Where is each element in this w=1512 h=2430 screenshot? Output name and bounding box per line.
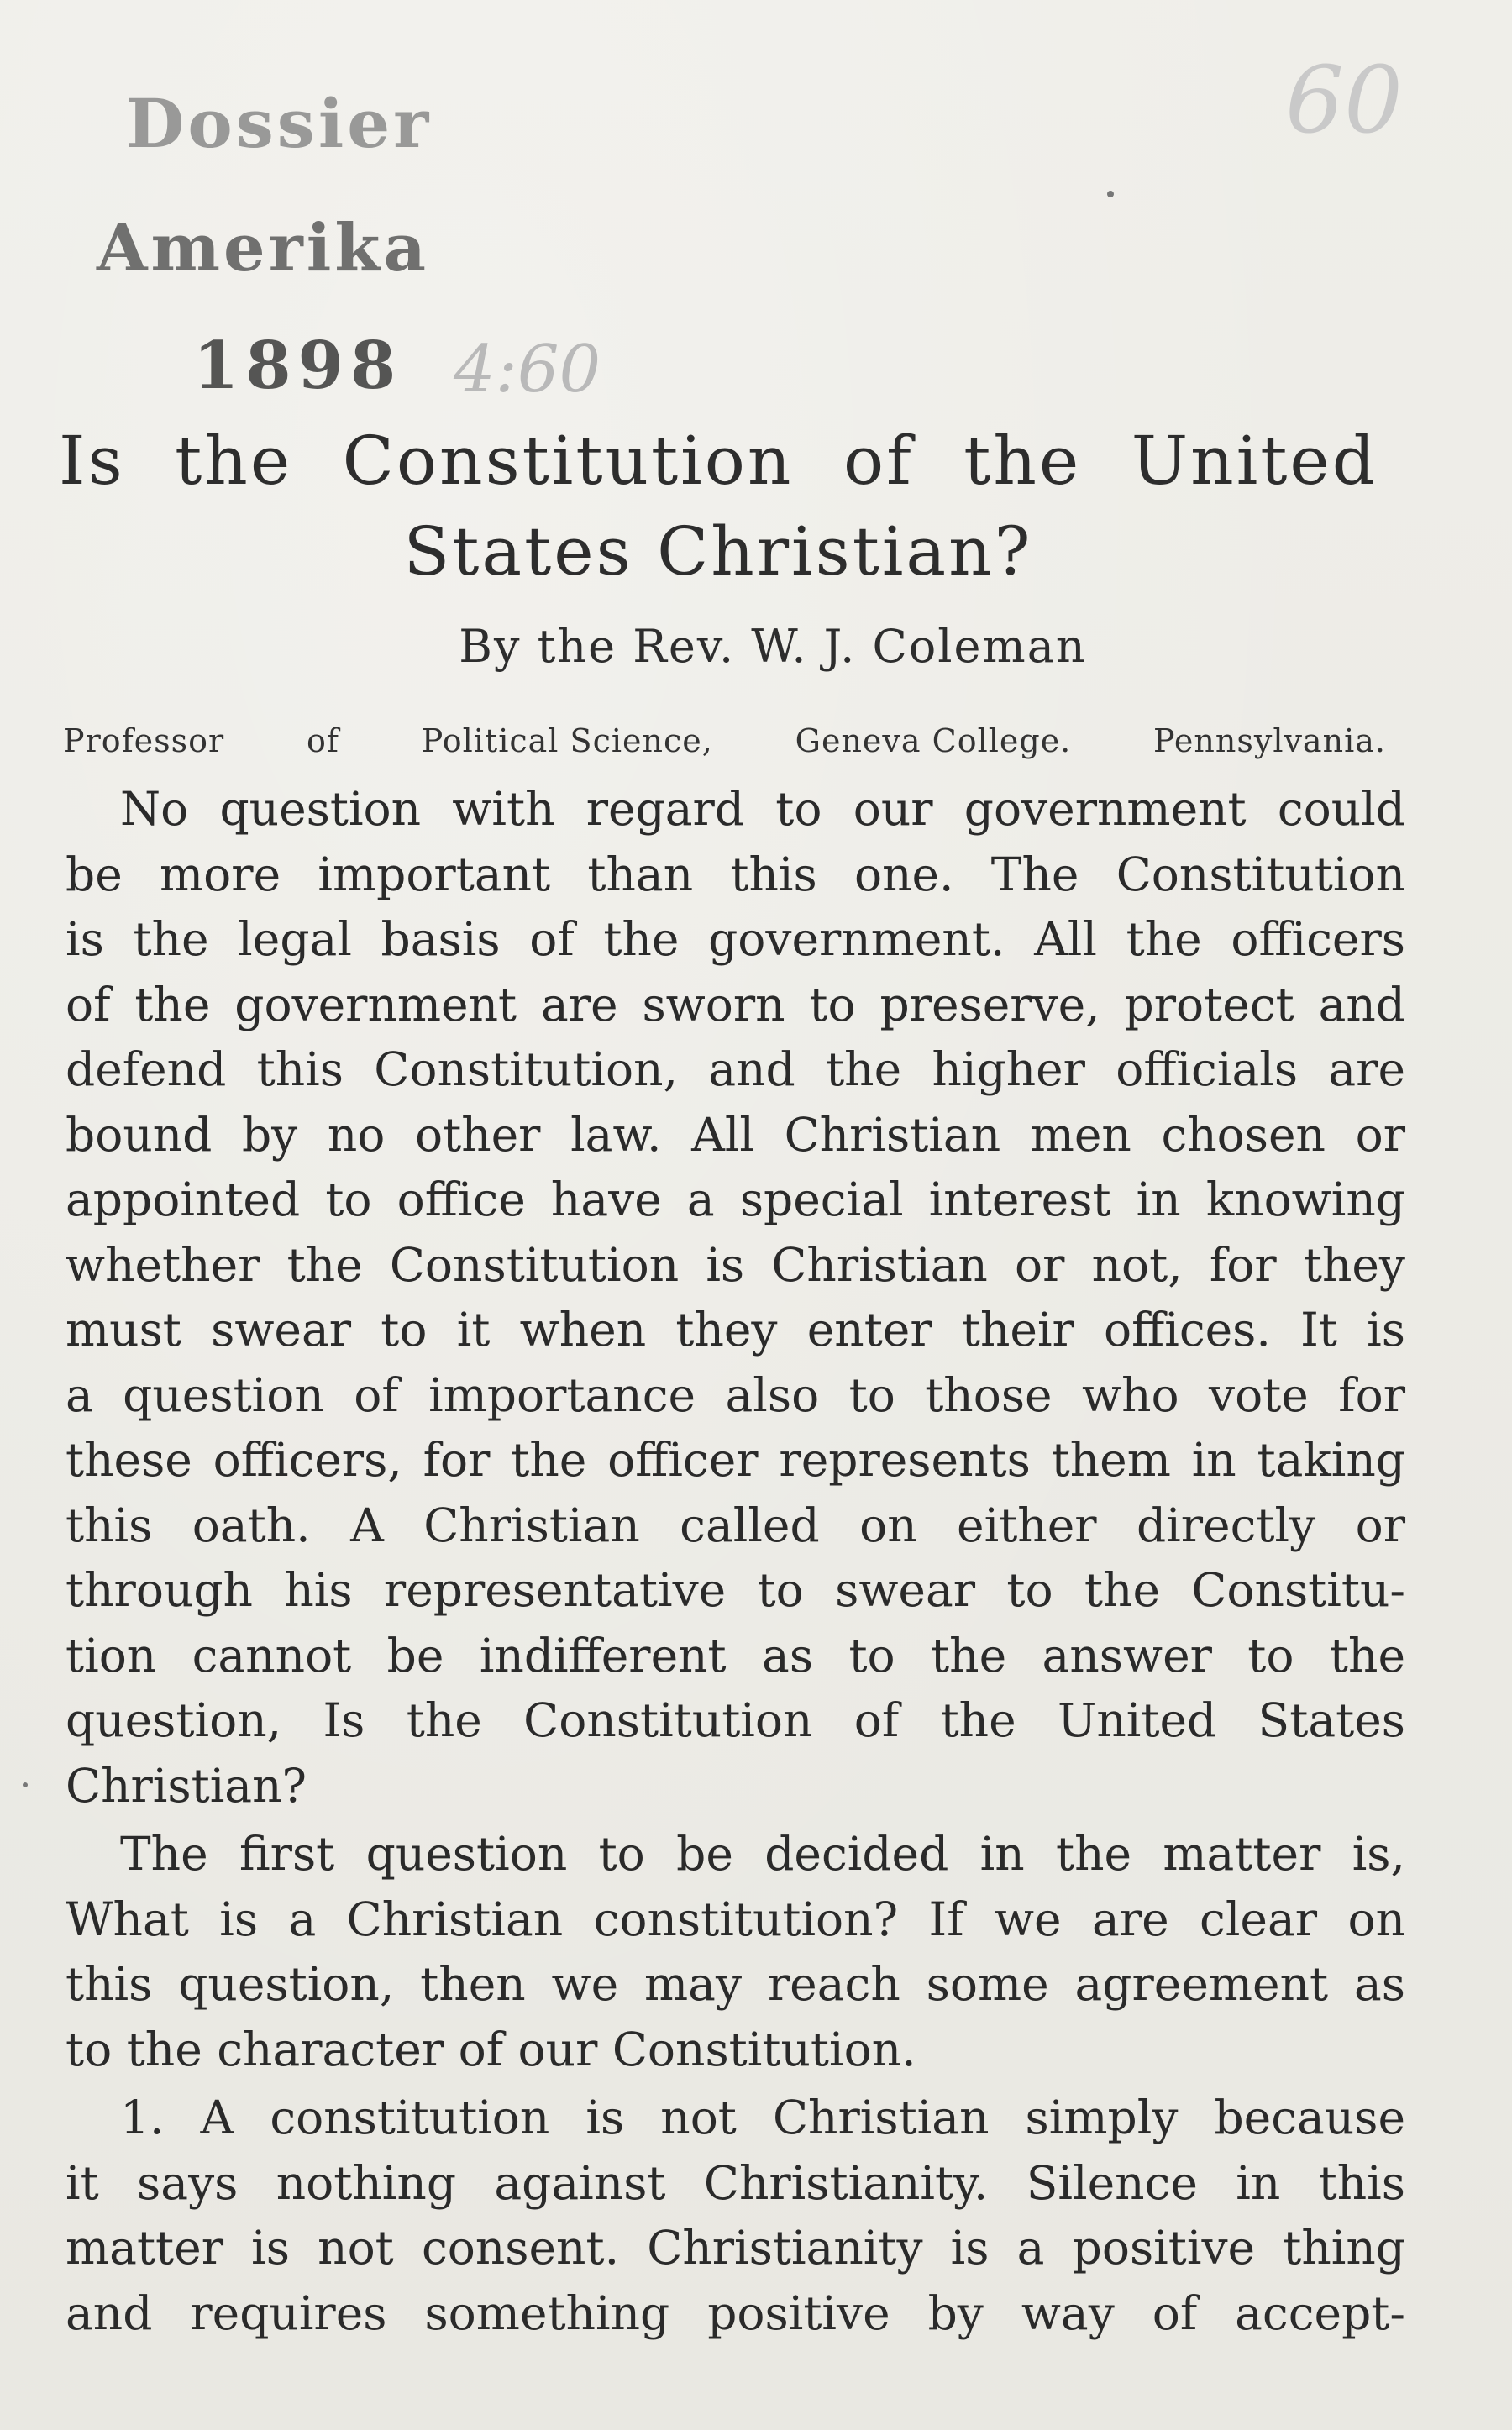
affiliation-part: Pennsylvania. (1153, 722, 1386, 759)
text-line: it says nothing against Christianity. Silence in this (66, 2155, 1405, 2210)
title-word: the (963, 422, 1082, 500)
title-word: United (1131, 422, 1378, 500)
affiliation-part: Political Science, (421, 722, 713, 759)
text-line: defend this Constitution, and the higher officials are (66, 1042, 1405, 1096)
paragraph (66, 2086, 1405, 2346)
text-line: What is a Christian constitution? If we are clear on (66, 1892, 1405, 1946)
text-line: a question of importance also to those who vote for (66, 1367, 1405, 1422)
text-line: appointed to office have a special interest in knowing (66, 1173, 1405, 1226)
text-line: and requires something positive by way of accept- (66, 2286, 1405, 2340)
title-line-1 (59, 416, 1378, 506)
handwritten-reference: 4:60 (454, 332, 601, 407)
text-line: whether the Constitution is Christian or not, for they (66, 1237, 1405, 1292)
handwritten-page-number: 60 (1285, 46, 1403, 154)
text-line: bound by no other law. All Christian men chosen or (66, 1107, 1405, 1162)
text-line: must swear to it when they enter their offices. It is (66, 1303, 1405, 1357)
archive-stamp-line1: Dossier (126, 84, 433, 163)
title-word: the (175, 422, 293, 500)
text-line: Christian? (66, 1758, 307, 1813)
text-line: 1. A constitution is not Christian simply because (120, 2091, 1405, 2144)
archive-stamp-line2: Amerika (97, 210, 429, 286)
text-line: The first question to be decided in the matter is, (120, 1827, 1405, 1881)
affiliation-part: Professor (63, 722, 225, 759)
ink-speck (23, 1782, 28, 1787)
text-line: this question, then we may reach some agreement as (66, 1957, 1405, 2011)
text-line: question, Is the Constitution of the United States (66, 1693, 1405, 1747)
text-line: this oath. A Christian called on either directly or (66, 1498, 1405, 1552)
title-line-2: States Christian? (403, 512, 1033, 590)
text-line: through his representative to swear to the Constitu- (66, 1563, 1405, 1617)
affiliation-part: of (307, 722, 339, 759)
affiliation-part: Geneva College. (795, 722, 1072, 759)
ink-speck (1107, 191, 1114, 197)
article-body (66, 777, 1405, 2346)
title-word: Constitution (342, 422, 794, 500)
paragraph (66, 1822, 1405, 2082)
paragraph (66, 777, 1405, 1819)
text-line: matter is not consent. Christianity is a positive thing (66, 2221, 1405, 2275)
author-affiliation (63, 722, 1386, 759)
text-line: of the government are sworn to preserve, protect and (66, 977, 1405, 1031)
title-word: of (843, 422, 914, 500)
text-line: these officers, for the officer represents them in taking (66, 1433, 1405, 1487)
title-word: Is (59, 422, 125, 500)
text-line: is the legal basis of the government. All the officers (66, 912, 1405, 966)
archive-stamp-line3: 1898 (193, 328, 403, 404)
text-line: tion cannot be indifferent as to the answer to the (66, 1628, 1405, 1682)
author-byline: By the Rev. W. J. Coleman (459, 620, 1087, 673)
text-line: to the character of our Constitution. (66, 2022, 916, 2076)
article-title (59, 416, 1378, 597)
text-line: be more important than this one. The Constitution (66, 847, 1405, 901)
text-line: No question with regard to our government could (120, 782, 1405, 836)
